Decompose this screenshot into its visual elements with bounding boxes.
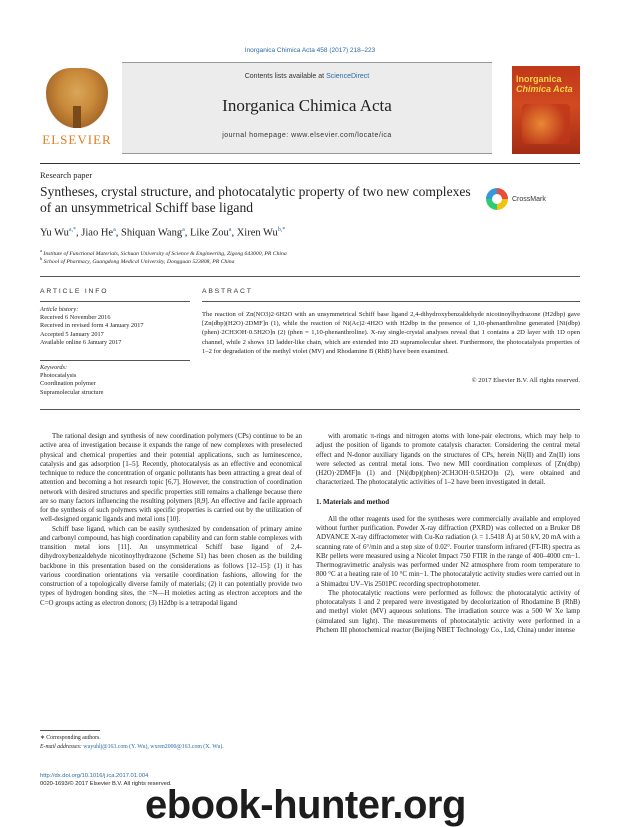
paragraph: The rational design and synthesis of new coordination polymers (CPs) continue to be an active area of investigation because it expands the range of new complexes with preselected physical and chemical properties and their potential applications, such as luminescence, catalysis and gas adsorption [1–5]. Recently, photocatalysis as an effective and economical technique to reduce the concentration of organic pollutants has been attracting a great deal of attention and becoming a hot research topic [6,7]. However, the construction of coordination network with desired structures and specific properties still remains a challenge because there are so many factors influencing the resulting polymers [8,9]. An effective and facile approach for the synthesis of such polymers with specific properties is carried out by the utilization of well-designed organic ligands and metal ions [10]. <box>40 432 302 524</box>
section-divider <box>40 276 580 277</box>
article-history <box>40 306 190 347</box>
journal-homepage[interactable]: journal homepage: www.elsevier.com/locate/ica <box>222 132 392 139</box>
keywords-divider <box>40 360 190 361</box>
author-name[interactable]: Like Zou <box>190 227 229 239</box>
keyword: Photocatalysis <box>40 372 77 380</box>
crossmark-label: CrossMark <box>512 195 546 203</box>
article-info-heading: ARTICLE INFO <box>40 288 109 295</box>
publisher-name: ELSEVIER <box>42 132 112 147</box>
journal-banner <box>122 62 492 154</box>
body-right-column <box>316 432 580 635</box>
body-divider <box>40 409 580 410</box>
history-label: Article history: <box>40 306 79 313</box>
author-name[interactable]: Shiquan Wang <box>121 227 183 239</box>
info-divider <box>40 301 190 302</box>
keywords <box>40 364 190 397</box>
footnote-corresponding: ∗ Corresponding authors. <box>40 735 101 741</box>
cover-title-2: Chimica Acta <box>516 84 573 94</box>
section-title: 1. Materials and method <box>316 497 390 506</box>
abstract-divider <box>202 301 580 302</box>
watermark: ebook-hunter.org <box>145 783 466 827</box>
email-links[interactable]: wuyuhlj@163.com (Y. Wu), wxren2000@163.com (X. Wu). <box>83 744 224 750</box>
author-name[interactable]: Yu Wu <box>40 227 69 239</box>
paper-title: Syntheses, crystal structure, and photocatalytic property of two new complexes of an unsymmetrical Schiff base ligand <box>40 184 471 215</box>
affiliation: $^a$ Institute of Functional Materials, Sichuan University of Science & Engineering, Zigong 643000, PR China <box>40 248 287 257</box>
elsevier-logo <box>40 68 114 156</box>
journal-header <box>40 62 580 160</box>
affiliation: $^b$ School of Pharmacy, Guangdong Medical University, Dongguan 523808, PR China <box>40 256 235 265</box>
paragraph: with aromatic π-rings and nitrogen atoms with lone-pair electrons, which may help to adjust the position of ligands to promote catalysis character. Considering the central metal effect and N-donor auxiliary ligands on the structures of CPs, herein Ni(II) and Zn(II) ions were selected as central metal ions. Two new MII coordination complexes of [Zn(dbp)(H2O)·2DMF]n (1) and [Ni(dbp)(phen)·2CH3OH·0.5H2O]n (2), were obtained and characterized. The photocatalytic activities of 1–2 have been investigated in detail. <box>316 432 580 487</box>
keywords-label: Keywords: <box>40 364 68 371</box>
cover-figure <box>522 104 570 144</box>
abstract-copyright: © 2017 Elsevier B.V. All rights reserved. <box>471 377 580 384</box>
journal-cover-image <box>512 66 580 154</box>
journal-title: Inorganica Chimica Acta <box>222 96 392 115</box>
footnote-emails: E-mail addresses: wuyuhlj@163.com (Y. Wu), wxren2000@163.com (X. Wu). <box>40 744 224 750</box>
keyword: Supramolecular structure <box>40 388 104 396</box>
issn-line: 0020-1693/© 2017 Elsevier B.V. All rights reserved. <box>40 781 172 787</box>
history-item: Received 6 November 2016 <box>40 314 111 322</box>
paragraph: All the other reagents used for the syntheses were commercially available and employed without further purification. Powder X-ray diffraction (PXRD) was collected on a Bruker D8 ADVANCE X-ray diffractometer with Cu-Kα radiation (λ = 1.5418 Å) at 50 kV, 20 mA with a scanning rate of 6°/min and a step size of 0.02°. Fourier transform infrared (FT-IR) spectra as KBr pellets were measured using a Nicolet Impact 750 FTIR in the range of 400–4000 cm−1. Thermogravimetric analysis was performed under N2 atmosphere from room temperature to 800 °C at a heating rate of 10 °C min−1. The photocatalytic activity studies were carried out in a Shimadzu UV–Vis 2501PC recording spectrophotometer. <box>316 514 580 588</box>
abstract-heading: ABSTRACT <box>202 288 253 295</box>
paragraph: The photocatalytic reactions were performed as follows: the photocatalytic activity of photocatalysts 1 and 2 prepared were investigated by decolorization of Rhodamine B (RhB) and methyl violet (MV) aqueous solutions. The irradiation source was a 500 W Xe lamp (simulated sun light). The measurements of photocatalytic activity were performed in a Phchem III photochemical reactor (Beijing NBET Technology Co., Ltd, China) under intense <box>316 588 580 634</box>
cover-title-1: Inorganica <box>516 74 562 84</box>
author-name[interactable]: Jiao He <box>81 227 114 239</box>
journal-reference[interactable]: Inorganica Chimica Acta 458 (2017) 218–223 <box>244 47 376 54</box>
history-item: Available online 6 January 2017 <box>40 338 122 346</box>
sciencedirect-link[interactable]: ScienceDirect <box>326 73 370 80</box>
abstract-text: The reaction of Zn(NO3)2·6H2O with an unsymmetrical Schiff base ligand 2,4-dihydroxybenzaldehyde nicotinoylhydrazone (H2dbp) gave [Zn(dbp)(H2O)·2DMF]n (1), while the reaction of Ni(Ac)2·4H2O with H2dbp in the presence of 1,10-phenanthroline generated [Ni(dbp)(phen)·2CH3OH·0.5H2O]n (2) (phen = 1,10-phenanthroline). X-ray single-crystal analyses reveal that 1 contains a 2D layer with 1D open channel, while 2 shows 1D ladder-like chain, which are extended into 2D supramolecular sheet. Furthermore, the photocatalysis properties of 1–2 for degradation of the methyl violet (MV) and Rhodamine B (RhB) have been examined. <box>202 311 580 355</box>
footnote-divider <box>40 730 100 731</box>
crossmark-button[interactable] <box>486 188 546 210</box>
paper-type: Research paper <box>40 170 93 180</box>
crossmark-icon <box>486 188 508 210</box>
keyword: Coordination polymer <box>40 380 96 388</box>
author-name[interactable]: Xiren Wu <box>236 227 278 239</box>
paragraph: Schiff base ligand, which can be easily synthesized by condensation of primary amine and carbonyl compound, has high coordination capability and can form stable complexes with transition metal ions [11]. An unsymmetrical Schiff base ligand of 2,4-dihydroxybenzaldehyde nicotinoylhydrazone (Scheme S1) has been chosen as the building backbone in this presentation based on the considerations as follows [12–15]: (1) it has various coordination orientations via versatile coordination fashions, allowing for the construction of a topologically diverse family of materials; (2) it can potentially provide two types of hydrogen bonding sites, the =N—H moieties acting as electron acceptors and the C=O groups acting as electron donors; (3) H2dbp is a tetrapodal ligand <box>40 524 302 607</box>
history-item: Received in revised form 4 January 2017 <box>40 322 144 330</box>
author-list: Yu $Wu^{a,*}$, Jiao He$^a$, Shiquan Wang$^a$, Like Zou$^a$, Xiren $Wu^{b,*}$ <box>40 227 286 239</box>
header-divider <box>40 163 580 164</box>
history-item: Accepted 5 January 2017 <box>40 330 104 338</box>
body-left-column <box>40 432 302 608</box>
elsevier-tree-icon <box>46 68 108 128</box>
contents-line: Contents lists available at ScienceDirect <box>244 73 370 80</box>
doi-link[interactable]: http://dx.doi.org/10.1016/j.ica.2017.01.004 <box>40 773 149 779</box>
